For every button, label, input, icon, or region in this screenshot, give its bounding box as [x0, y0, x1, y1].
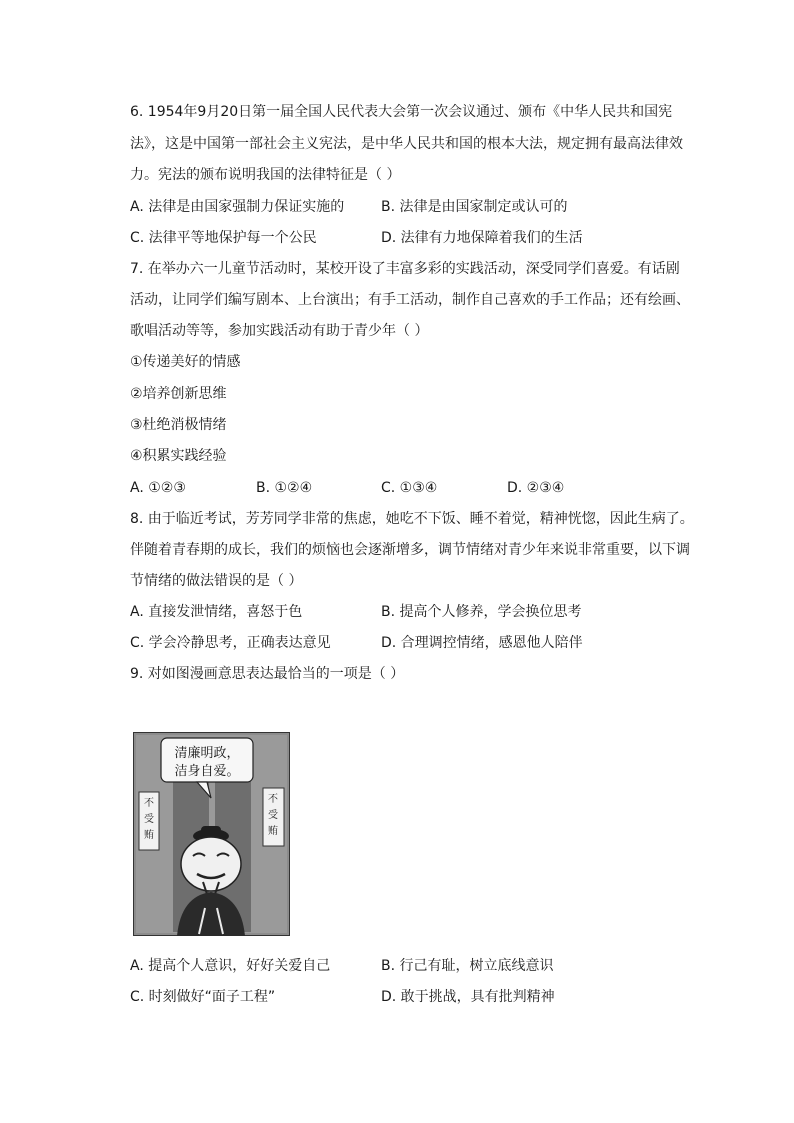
- q6-option-d[interactable]: D. 法律有力地保障着我们的生活: [381, 230, 583, 246]
- q9-stem-line1: 9. 对如图漫画意思表达最恰当的一项是（ ）: [130, 666, 405, 682]
- q6-stem-line3: 力。宪法的颁布说明我国的法律特征是（ ）: [130, 167, 401, 183]
- cartoon-left-scroll-char-1: 不: [144, 798, 154, 809]
- q7-stem-line2: 活动，让同学们编写剧本、上台演出；有手工活动，制作自己喜欢的手工作品；还有绘画、: [130, 292, 690, 308]
- q7-option-b[interactable]: B. ①②④: [256, 480, 313, 496]
- q7-item-1: ①传递美好的情感: [130, 354, 241, 370]
- cartoon-left-scroll-char-2: 受: [144, 814, 154, 825]
- q6-option-c[interactable]: C. 法律平等地保护每一个公民: [130, 230, 317, 246]
- q8-option-a[interactable]: A. 直接发泄情绪，喜怒于色: [130, 604, 303, 620]
- q6-option-b[interactable]: B. 法律是由国家制定或认可的: [381, 199, 568, 215]
- q6-stem-line1: 6. 1954年9月20日第一届全国人民代表大会第一次会议通过、颁布《中华人民共和国宪: [130, 104, 673, 120]
- q7-item-4: ④积累实践经验: [130, 448, 227, 464]
- q9-option-a[interactable]: A. 提高个人意识，好好关爱自己: [130, 958, 331, 974]
- cartoon-image: [133, 732, 290, 936]
- q7-item-2: ②培养创新思维: [130, 386, 227, 402]
- cartoon-left-scroll-char-3: 贿: [144, 830, 154, 841]
- q6-stem-line2: 法》，这是中国第一部社会主义宪法，是中华人民共和国的根本大法，规定拥有最高法律效: [130, 136, 683, 152]
- q7-option-d[interactable]: D. ②③④: [507, 480, 565, 496]
- q7-option-c[interactable]: C. ①③④: [381, 480, 438, 496]
- q6-option-a[interactable]: A. 法律是由国家强制力保证实施的: [130, 199, 345, 215]
- q7-stem-line3: 歌唱活动等等，参加实践活动有助于青少年（ ）: [130, 323, 429, 339]
- q7-stem-line1: 7. 在举办六一儿童节活动时，某校开设了丰富多彩的实践活动，深受同学们喜爱。有话剧: [130, 261, 680, 277]
- cartoon-right-scroll-char-1: 不: [268, 794, 278, 805]
- cartoon-face: [181, 837, 241, 891]
- q9-option-d[interactable]: D. 敢于挑战，具有批判精神: [381, 989, 555, 1005]
- q8-stem-line2: 伴随着青春期的成长，我们的烦恼也会逐渐增多，调节情绪对青少年来说非常重要，以下调: [130, 542, 690, 558]
- cartoon-right-scroll-char-2: 受: [268, 810, 278, 821]
- q8-stem-line3: 节情绪的做法错误的是（ ）: [130, 573, 303, 589]
- cartoon-right-scroll-char-3: 贿: [268, 826, 278, 837]
- q8-option-b[interactable]: B. 提高个人修养，学会换位思考: [381, 604, 582, 620]
- q8-option-d[interactable]: D. 合理调控情绪，感恩他人陪伴: [381, 635, 583, 651]
- q7-item-3: ③杜绝消极情绪: [130, 417, 227, 433]
- q8-option-c[interactable]: C. 学会冷静思考，正确表达意见: [130, 635, 331, 651]
- q7-option-a[interactable]: A. ①②③: [130, 480, 186, 496]
- cartoon-speech-line-2: 洁身自爱。: [174, 764, 240, 779]
- q9-option-b[interactable]: B. 行己有耻，树立底线意识: [381, 958, 554, 974]
- cartoon-speech-line-1: 清廉明政，: [174, 746, 240, 761]
- q8-stem-line1: 8. 由于临近考试，芳芳同学非常的焦虑，她吃不下饭、睡不着觉，精神恍惚，因此生病了。: [130, 511, 694, 527]
- cartoon-hat-top: [201, 826, 221, 838]
- q9-option-c[interactable]: C. 时刻做好“面子工程”: [130, 989, 276, 1005]
